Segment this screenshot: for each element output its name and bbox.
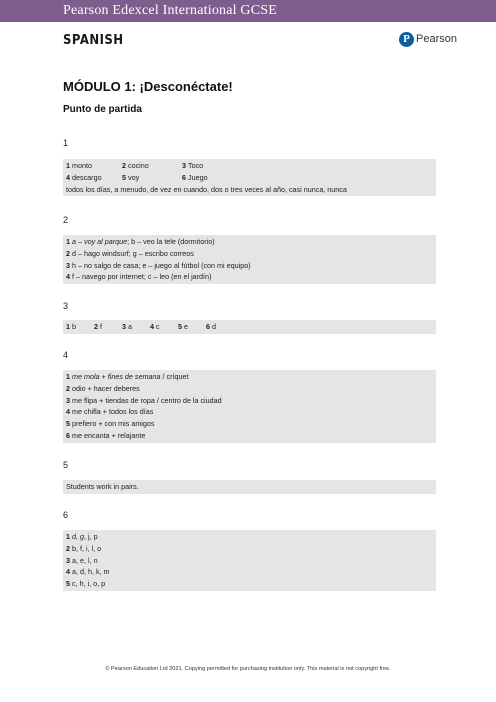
question-number-3: 3 bbox=[63, 301, 69, 311]
question-number-6: 6 bbox=[63, 510, 69, 520]
answer-box-4 bbox=[63, 370, 436, 443]
answer-line: 1 me mola + fines de semana / críquet bbox=[66, 372, 189, 381]
pearson-wordmark: Pearson bbox=[416, 33, 457, 45]
answer-line: 2 b, f, i, l, o bbox=[66, 543, 102, 553]
question-number-1: 1 bbox=[63, 138, 69, 148]
module-title: MÓDULO 1: ¡Desconéctate! bbox=[63, 79, 233, 94]
answer-line: 1 a – voy al parque; b – veo la tele (dormitorio) bbox=[66, 237, 215, 246]
answer-line: 3 h – no salgo de casa; e – juego al fútbol (con mi equipo) bbox=[66, 260, 251, 270]
answer-line: Students work in pairs. bbox=[66, 482, 139, 491]
answer-line: 3 a, e, l, n bbox=[66, 555, 98, 565]
copyright-footer: © Pearson Education Ltd 2021. Copying permitted for purchasing institution only. This material is not copyright free. bbox=[105, 666, 391, 672]
section-title: Punto de partida bbox=[63, 104, 142, 115]
answer-box-2 bbox=[63, 235, 436, 284]
qualification-title: Pearson Edexcel International GCSE bbox=[63, 3, 278, 18]
answer-line: 2 d – hago windsurf; g – escribo correos bbox=[66, 248, 194, 258]
question-number-5: 5 bbox=[63, 460, 69, 470]
answer-line: 3 me flipa + tiendas de ropa / centro de la ciudad bbox=[66, 395, 222, 405]
answer-line: 5 prefiero + con mis amigos bbox=[66, 419, 155, 429]
answer-row: 4 descargo 5 voy 6 Juego bbox=[66, 172, 208, 182]
question-number-2: 2 bbox=[63, 215, 69, 225]
answer-line: 4 f – navego por internet; c – leo (en el jardín) bbox=[66, 272, 212, 282]
pearson-mark-icon: P bbox=[399, 32, 414, 47]
answer-line: 5 c, h, i, o, p bbox=[66, 579, 106, 589]
answer-line: 2 odio + hacer deberes bbox=[66, 383, 140, 393]
answer-box-3 bbox=[63, 320, 436, 334]
answer-box-1 bbox=[63, 159, 436, 196]
answer-line: 1 d, g, j, p bbox=[66, 532, 98, 541]
answer-box-5 bbox=[63, 480, 436, 494]
pearson-logo bbox=[399, 30, 457, 48]
answer-line: 4 a, d, h, k, m bbox=[66, 567, 110, 577]
answer-line: 1 b 2 f 3 a 4 c 5 e 6 d bbox=[66, 322, 216, 331]
question-number-4: 4 bbox=[63, 350, 69, 360]
answer-box-6 bbox=[63, 530, 436, 591]
header-band bbox=[0, 0, 496, 22]
answer-row: 1 monto 2 cocino 3 Toco bbox=[66, 161, 204, 170]
frequency-expressions: todos los días, a menudo, de vez en cuando, dos o tres veces al año, casi nunca, nunca bbox=[66, 184, 347, 194]
subject-title: SPANISH bbox=[63, 33, 124, 48]
answer-line: 6 me encanta + relajante bbox=[66, 430, 146, 440]
answer-line: 4 me chifla + todos los días bbox=[66, 407, 154, 417]
